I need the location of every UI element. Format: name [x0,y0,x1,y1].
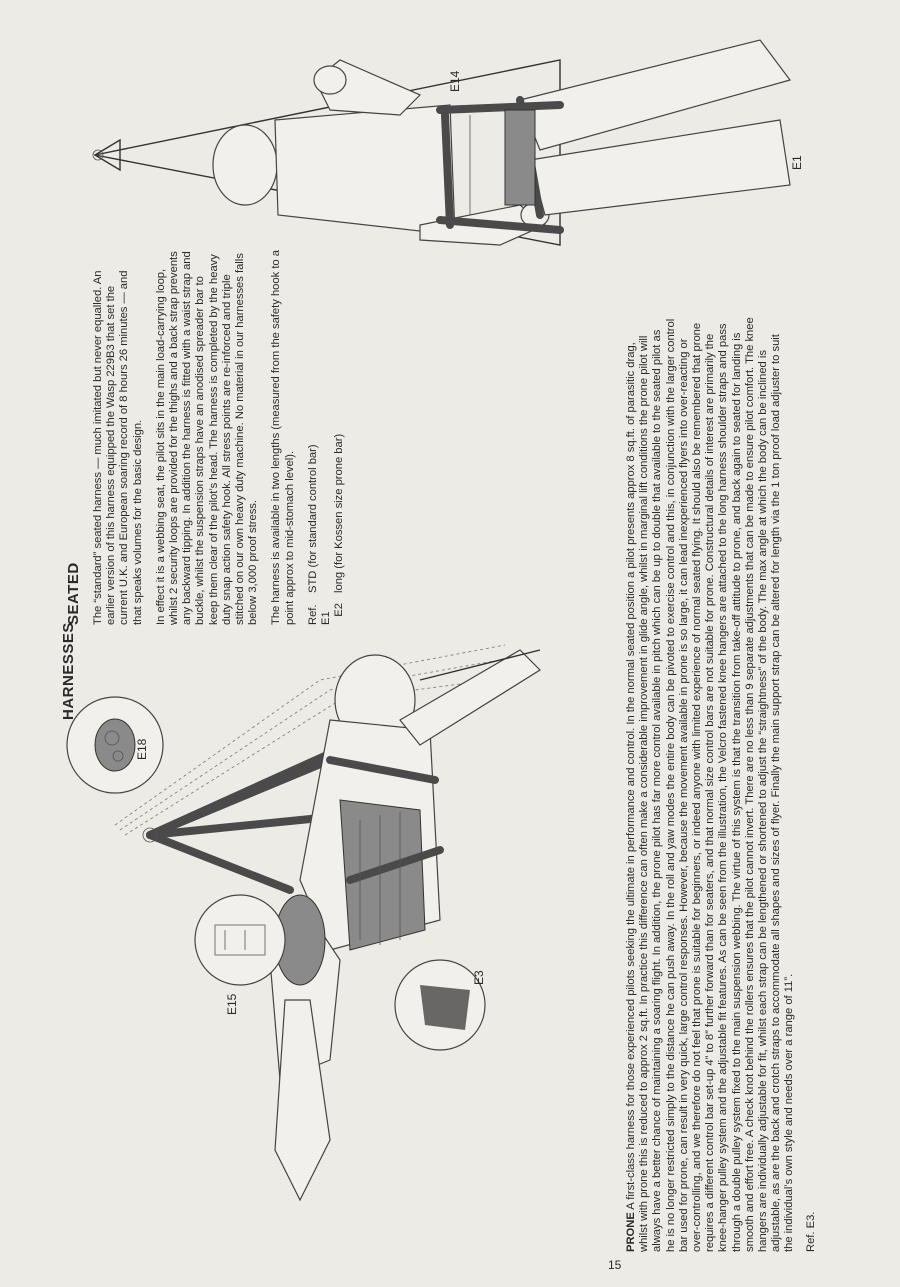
label-e18: E18 [135,738,149,760]
page-number: 15 [608,1258,622,1272]
detail-e15-knee-hanger [195,895,285,985]
prone-lead: PRONE [625,1212,637,1252]
seated-title: SEATED [65,562,82,625]
seated-paragraph-3: The harness is available in two lengths (measured from the safety hook to a point approx to mid-stomach level). [270,250,296,625]
label-e1: E1 [790,155,804,170]
label-e3: E3 [472,970,486,985]
prone-ref: Ref. E3. [804,1211,817,1252]
prone-paragraph [625,317,797,1252]
seated-harness-illustration [93,40,790,245]
prone-section [625,317,818,1252]
seated-body [92,250,346,625]
prone-text: A first-class harness for those experienced pilots seeking the ultimate in performance and control. In the normal seated position a pilot presents approx 8 sq.ft. of parasitic drag, whilst with prone this is reduced to approx 2 sq.ft. In practice this difference can often make a considerable improvement in glide angle, whilst in marginal lift conditions the prone pilot will always have a better chance of maintaining a soaring flight. In addition, the prone pilot has far more control available in pitch which can be up to double that available to the seated pilot as he is no longer restricted simply to the distance he can push away. In the roll and yaw modes the entire body can be pivoted to exercise control and this, in conjunction with the larger control bar used for prone, can result in very quick, large control responses. However, because the movement available in prone is so large, it can lead inexperienced flyers into over-reacting or over-controlling, and we therefore do not feel that prone is suitable for beginners, or indeed anyone with limited experience of normal seated flying. It should also be remembered that prone requires a different control bar set-up 4” to 8” further forward than for seaters, and that normal size control bars are not suitable for prone. Constructural details of interest are primarily the knee-hanger pulley system and the adjustable fit features. As can be seen from the illustration, the Velcro fastened knee hangers are attached to the long harness shoulder straps and pass through a double pulley system fixed to the main suspension webbing. The virtue of this system is that the transition from take-off attitude to prone, and back again to seated for landing is smooth and effort free. A check knot behind the rollers ensures that the pilot cannot invert. There are no less than 9 separate adjustments that can be made to ensure pilot comfort. The knee hangers are individually adjustable for fit, whilst each strap can be lengthened or shortened to adjust the “straightness” of the body. The max angle at which the body can be inclined is adjustable, as are the back and crotch straps to accommodate all shapes and sizes of flyer. Finally the main support strap can be altered for length via the 1 ton proof load adjuster to suit the individual’s own style and needs over a range of 11”. [625,317,796,1252]
prone-harness-illustration [115,645,540,1200]
label-e15: E15 [225,993,239,1015]
page-heading: HARNESSES [60,622,77,720]
seated-ref-e2: E2 long (for Kossen size prone bar) [333,433,346,617]
seated-section [65,250,346,625]
seated-ref-e1: Ref. E1 STD (for standard control bar) [306,444,333,625]
seated-paragraph-2: In effect it is a webbing seat, the pilot sits in the main load-carrying loop, whilst 2 security loops are provided for the thighs and a back strap prevents any backward tipping. In addition the harness is fitted with a waist strap and buckle, whilst the suspension straps have an anodised spreader bar to keep them clear of the pilot’s head. The harness is completed by the heavy duty snap action safety hook. All stress points are re-inforced and triple stitched on our own heavy duty machine. No material in our harnesses falls below 3,000 proof stress. [154,251,260,625]
seated-paragraph-1: The “standard” seated harness — much imitated but never equalled. An earlier version of this harness equipped the Wasp 229B3 that set the current U.K. and European soaring record of 8 hours 26 minutes — and that speaks volumes for the basic design. [92,270,144,625]
label-e14: E14 [448,70,462,92]
